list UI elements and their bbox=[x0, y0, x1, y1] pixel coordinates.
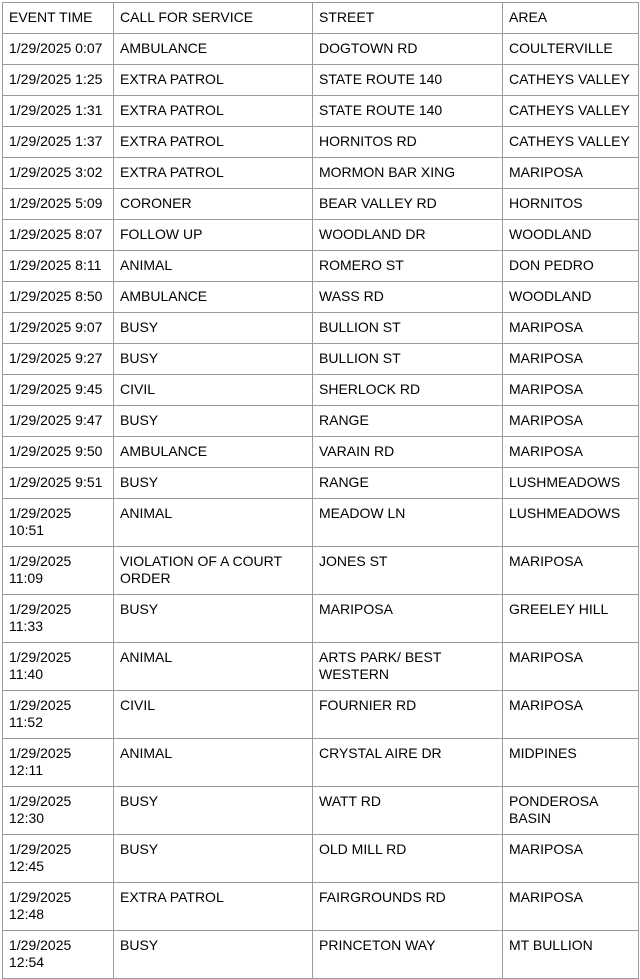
street-cell: ROMERO ST bbox=[313, 251, 503, 282]
event-time-cell: 1/29/2025 11:40 bbox=[3, 643, 114, 691]
call-for-service-cell: BUSY bbox=[114, 931, 313, 979]
area-cell: MARIPOSA bbox=[503, 375, 639, 406]
event-time-cell: 1/29/2025 1:25 bbox=[3, 65, 114, 96]
table-row bbox=[3, 127, 639, 158]
area-cell: MARIPOSA bbox=[503, 158, 639, 189]
street-cell: FAIRGROUNDS RD bbox=[313, 883, 503, 931]
area-cell: WOODLAND bbox=[503, 282, 639, 313]
table-row bbox=[3, 220, 639, 251]
event-time-cell: 1/29/2025 12:45 bbox=[3, 835, 114, 883]
event-time-cell: 1/29/2025 1:31 bbox=[3, 96, 114, 127]
event-time-cell: 1/29/2025 3:02 bbox=[3, 158, 114, 189]
table-row bbox=[3, 375, 639, 406]
area-cell: MARIPOSA bbox=[503, 883, 639, 931]
event-time-cell: 1/29/2025 12:48 bbox=[3, 883, 114, 931]
event-time-cell: 1/29/2025 12:54 bbox=[3, 931, 114, 979]
table-row bbox=[3, 34, 639, 65]
area-cell: MT BULLION bbox=[503, 931, 639, 979]
call-for-service-cell: BUSY bbox=[114, 835, 313, 883]
area-cell: MARIPOSA bbox=[503, 344, 639, 375]
event-time-cell: 1/29/2025 8:50 bbox=[3, 282, 114, 313]
table-row bbox=[3, 499, 639, 547]
street-cell: MARIPOSA bbox=[313, 595, 503, 643]
street-cell: RANGE bbox=[313, 406, 503, 437]
area-cell: GREELEY HILL bbox=[503, 595, 639, 643]
area-cell: MARIPOSA bbox=[503, 547, 639, 595]
street-cell: OLD MILL RD bbox=[313, 835, 503, 883]
street-cell: BEAR VALLEY RD bbox=[313, 189, 503, 220]
street-cell: MORMON BAR XING bbox=[313, 158, 503, 189]
table-row bbox=[3, 282, 639, 313]
area-cell: CATHEYS VALLEY bbox=[503, 65, 639, 96]
street-cell: BULLION ST bbox=[313, 313, 503, 344]
call-for-service-cell: EXTRA PATROL bbox=[114, 96, 313, 127]
event-time-cell: 1/29/2025 0:07 bbox=[3, 34, 114, 65]
area-cell: PONDEROSA BASIN bbox=[503, 787, 639, 835]
street-cell: DOGTOWN RD bbox=[313, 34, 503, 65]
street-cell: WOODLAND DR bbox=[313, 220, 503, 251]
street-cell: WATT RD bbox=[313, 787, 503, 835]
call-log-table bbox=[2, 2, 639, 979]
table-row bbox=[3, 547, 639, 595]
table-row bbox=[3, 313, 639, 344]
event-time-cell: 1/29/2025 10:51 bbox=[3, 499, 114, 547]
area-cell: HORNITOS bbox=[503, 189, 639, 220]
call-for-service-cell: BUSY bbox=[114, 468, 313, 499]
table-row bbox=[3, 437, 639, 468]
table-row bbox=[3, 739, 639, 787]
table-row bbox=[3, 468, 639, 499]
event-time-cell: 1/29/2025 9:07 bbox=[3, 313, 114, 344]
call-for-service-cell: BUSY bbox=[114, 406, 313, 437]
area-cell: CATHEYS VALLEY bbox=[503, 96, 639, 127]
table-row bbox=[3, 251, 639, 282]
event-time-cell: 1/29/2025 9:27 bbox=[3, 344, 114, 375]
call-for-service-cell: ANIMAL bbox=[114, 643, 313, 691]
street-cell: BULLION ST bbox=[313, 344, 503, 375]
area-cell: LUSHMEADOWS bbox=[503, 468, 639, 499]
area-cell: MARIPOSA bbox=[503, 643, 639, 691]
call-for-service-cell: AMBULANCE bbox=[114, 34, 313, 65]
street-cell: ARTS PARK/ BEST WESTERN bbox=[313, 643, 503, 691]
event-time-cell: 1/29/2025 11:09 bbox=[3, 547, 114, 595]
call-for-service-cell: ANIMAL bbox=[114, 499, 313, 547]
street-cell: STATE ROUTE 140 bbox=[313, 65, 503, 96]
event-time-cell: 1/29/2025 9:45 bbox=[3, 375, 114, 406]
call-for-service-cell: EXTRA PATROL bbox=[114, 127, 313, 158]
table-row bbox=[3, 344, 639, 375]
table-body bbox=[3, 34, 639, 979]
event-time-cell: 1/29/2025 1:37 bbox=[3, 127, 114, 158]
event-time-cell: 1/29/2025 11:33 bbox=[3, 595, 114, 643]
street-cell: MEADOW LN bbox=[313, 499, 503, 547]
area-cell: CATHEYS VALLEY bbox=[503, 127, 639, 158]
event-time-cell: 1/29/2025 8:11 bbox=[3, 251, 114, 282]
call-for-service-cell: BUSY bbox=[114, 787, 313, 835]
table-row bbox=[3, 189, 639, 220]
call-for-service-cell: BUSY bbox=[114, 595, 313, 643]
event-time-cell: 1/29/2025 9:47 bbox=[3, 406, 114, 437]
area-cell: MARIPOSA bbox=[503, 835, 639, 883]
call-for-service-cell: CIVIL bbox=[114, 691, 313, 739]
call-for-service-cell: AMBULANCE bbox=[114, 437, 313, 468]
table-row bbox=[3, 931, 639, 979]
area-cell: WOODLAND bbox=[503, 220, 639, 251]
street-cell: CRYSTAL AIRE DR bbox=[313, 739, 503, 787]
table-row bbox=[3, 158, 639, 189]
event-time-cell: 1/29/2025 5:09 bbox=[3, 189, 114, 220]
call-for-service-cell: FOLLOW UP bbox=[114, 220, 313, 251]
area-cell: LUSHMEADOWS bbox=[503, 499, 639, 547]
area-cell: MARIPOSA bbox=[503, 313, 639, 344]
call-for-service-cell: ANIMAL bbox=[114, 251, 313, 282]
street-cell: JONES ST bbox=[313, 547, 503, 595]
street-cell: SHERLOCK RD bbox=[313, 375, 503, 406]
area-cell: DON PEDRO bbox=[503, 251, 639, 282]
table-row bbox=[3, 883, 639, 931]
header-street: STREET bbox=[313, 3, 503, 34]
call-for-service-cell: CORONER bbox=[114, 189, 313, 220]
call-for-service-cell: BUSY bbox=[114, 344, 313, 375]
call-for-service-cell: EXTRA PATROL bbox=[114, 883, 313, 931]
call-for-service-cell: CIVIL bbox=[114, 375, 313, 406]
header-area: AREA bbox=[503, 3, 639, 34]
table-row bbox=[3, 595, 639, 643]
event-time-cell: 1/29/2025 9:50 bbox=[3, 437, 114, 468]
street-cell: WASS RD bbox=[313, 282, 503, 313]
street-cell: HORNITOS RD bbox=[313, 127, 503, 158]
call-for-service-cell: EXTRA PATROL bbox=[114, 158, 313, 189]
header-event-time: EVENT TIME bbox=[3, 3, 114, 34]
table-row bbox=[3, 691, 639, 739]
call-for-service-cell: ANIMAL bbox=[114, 739, 313, 787]
street-cell: STATE ROUTE 140 bbox=[313, 96, 503, 127]
table-row bbox=[3, 835, 639, 883]
street-cell: VARAIN RD bbox=[313, 437, 503, 468]
event-time-cell: 1/29/2025 11:52 bbox=[3, 691, 114, 739]
header-call-for-service: CALL FOR SERVICE bbox=[114, 3, 313, 34]
call-for-service-cell: VIOLATION OF A COURT ORDER bbox=[114, 547, 313, 595]
area-cell: MARIPOSA bbox=[503, 437, 639, 468]
header-row bbox=[3, 3, 639, 34]
event-time-cell: 1/29/2025 12:30 bbox=[3, 787, 114, 835]
event-time-cell: 1/29/2025 9:51 bbox=[3, 468, 114, 499]
area-cell: MARIPOSA bbox=[503, 691, 639, 739]
table-row bbox=[3, 65, 639, 96]
call-for-service-cell: EXTRA PATROL bbox=[114, 65, 313, 96]
table-row bbox=[3, 406, 639, 437]
table-row bbox=[3, 787, 639, 835]
event-time-cell: 1/29/2025 8:07 bbox=[3, 220, 114, 251]
street-cell: FOURNIER RD bbox=[313, 691, 503, 739]
street-cell: PRINCETON WAY bbox=[313, 931, 503, 979]
call-for-service-cell: BUSY bbox=[114, 313, 313, 344]
event-time-cell: 1/29/2025 12:11 bbox=[3, 739, 114, 787]
area-cell: COULTERVILLE bbox=[503, 34, 639, 65]
call-for-service-cell: AMBULANCE bbox=[114, 282, 313, 313]
area-cell: MIDPINES bbox=[503, 739, 639, 787]
table-row bbox=[3, 96, 639, 127]
table-row bbox=[3, 643, 639, 691]
area-cell: MARIPOSA bbox=[503, 406, 639, 437]
street-cell: RANGE bbox=[313, 468, 503, 499]
